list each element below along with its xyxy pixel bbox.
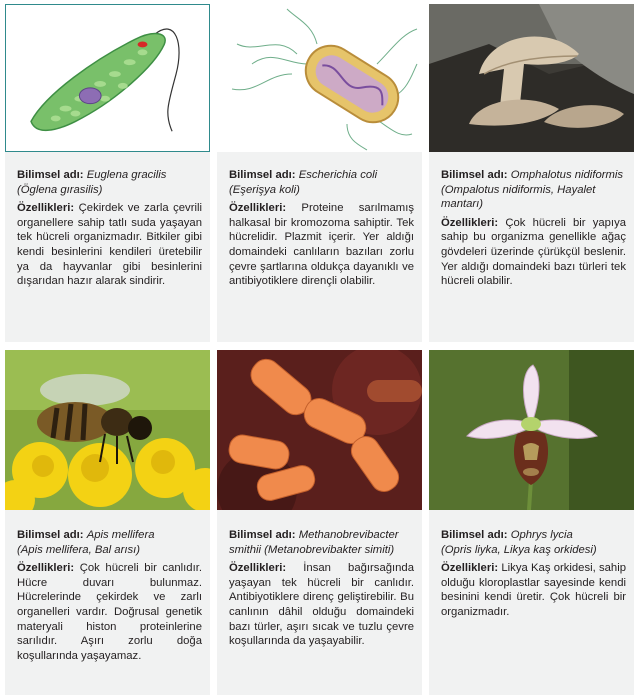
methanobrevibacter-micrograph: [217, 350, 422, 510]
escherichia-coli-illustration: [217, 4, 422, 152]
card-text: [441, 168, 626, 289]
lycian-bee-orchid-photo: [429, 350, 634, 510]
card-euglena: [5, 4, 210, 342]
honey-bee-photo: [5, 350, 210, 510]
card-text: [441, 528, 626, 620]
scientific-name: Ophrys lycia: [510, 529, 573, 541]
card-apis-mellifera: [5, 350, 210, 695]
scientific-name-label: Bilimsel adı:: [17, 529, 84, 541]
common-name: (Eşerişya koli): [229, 183, 300, 196]
common-name: (Ompalotus nidiformis, Hayalet mantarı): [441, 183, 596, 211]
properties-label: Özellikleri:: [441, 562, 499, 575]
properties-label: Özellikleri:: [17, 562, 75, 575]
properties-text: Proteine sarılmamış halkasal bir kromozoma sahiptir. Tek hücrelidir. Plazmit içerir. Yer aldığı domaindeki canlıların bazıları zorlu çevre şartlarına oldukça dayanıklı ve antibiyotiklere dirençli olabilir.: [229, 202, 415, 288]
common-name: (Metanobrevibakter simiti): [264, 543, 395, 556]
scientific-name: Methanobrevibacter smithii: [229, 529, 399, 556]
scientific-name-label: Bilimsel adı:: [441, 529, 508, 541]
card-escherichia-coli: [217, 4, 422, 342]
card-text: [229, 528, 414, 649]
common-name: (Opris liyka, Likya kaş orkidesi): [441, 543, 597, 556]
card-omphalotus: [429, 4, 634, 342]
scientific-name-label: Bilimsel adı:: [229, 169, 296, 181]
ghost-mushroom-photo: [429, 4, 634, 152]
scientific-name: Euglena gracilis: [86, 169, 167, 181]
card-text: [17, 168, 202, 289]
scientific-name: Escherichia coli: [298, 169, 378, 181]
common-name: (Öglena gırasilis): [17, 183, 103, 196]
scientific-name: Apis mellifera: [86, 529, 155, 541]
properties-label: Özellikleri:: [441, 216, 499, 229]
common-name: (Apis mellifera, Bal arısı): [17, 543, 141, 556]
card-text: [17, 528, 202, 663]
scientific-name-label: Bilimsel adı:: [17, 169, 84, 181]
properties-text: Çok hücreli bir yapıya sahip bu organizma genellikle ağaç gövdeleri üzerinde çürükçül beslenir. Yer aldığı domaindeki bazı türleri tek hücreli olabilir.: [441, 216, 627, 288]
properties-label: Özellikleri:: [229, 562, 287, 575]
properties-text: Likya Kaş orkidesi, sahip olduğu kloroplastlar sayesinde kendi besinini kendi üretir. Çok hücreli bir organizmadır.: [441, 562, 627, 618]
properties-text: Çok hücreli bir canlıdır. Hücre duvarı bulunmaz. Hücrelerinde çekirdek ve zarlı organelleri vardır. Doğrusal genetik materyali histon proteinlerine sarılıdır. Aşırı zorlu doğa koşullarında yaşayamaz.: [17, 562, 202, 662]
properties-text: Çekirdek ve zarla çevrili organellere sahip tatlı suda yaşayan tek hücreli organizmadır. Bitkiler gibi kendi besinlerini kendileri üretebilir ya da hayvanlar gibi besinlerini dışarıdan hazır alarak sindirir.: [17, 202, 202, 288]
properties-label: Özellikleri:: [17, 202, 75, 215]
scientific-name-label: Bilimsel adı:: [441, 169, 508, 181]
card-text: [229, 168, 414, 289]
properties-label: Özellikleri:: [229, 202, 287, 215]
scientific-name-label: Bilimsel adı:: [229, 529, 296, 541]
card-methanobrevibacter: [217, 350, 422, 695]
scientific-name: Omphalotus nidiformis: [510, 169, 624, 181]
properties-text: İnsan bağırsağında yaşayan tek hücreli bir canlıdır. Antibiyotiklere direnç geliştirebilir. Bu canlının dâhil olduğu domaindeki bazı türler, aşırı sıcak ve tuzlu çevre koşullarında da yaşayabilir.: [229, 562, 414, 648]
card-ophrys-lycia: [429, 350, 634, 695]
euglena-illustration: [5, 4, 210, 152]
